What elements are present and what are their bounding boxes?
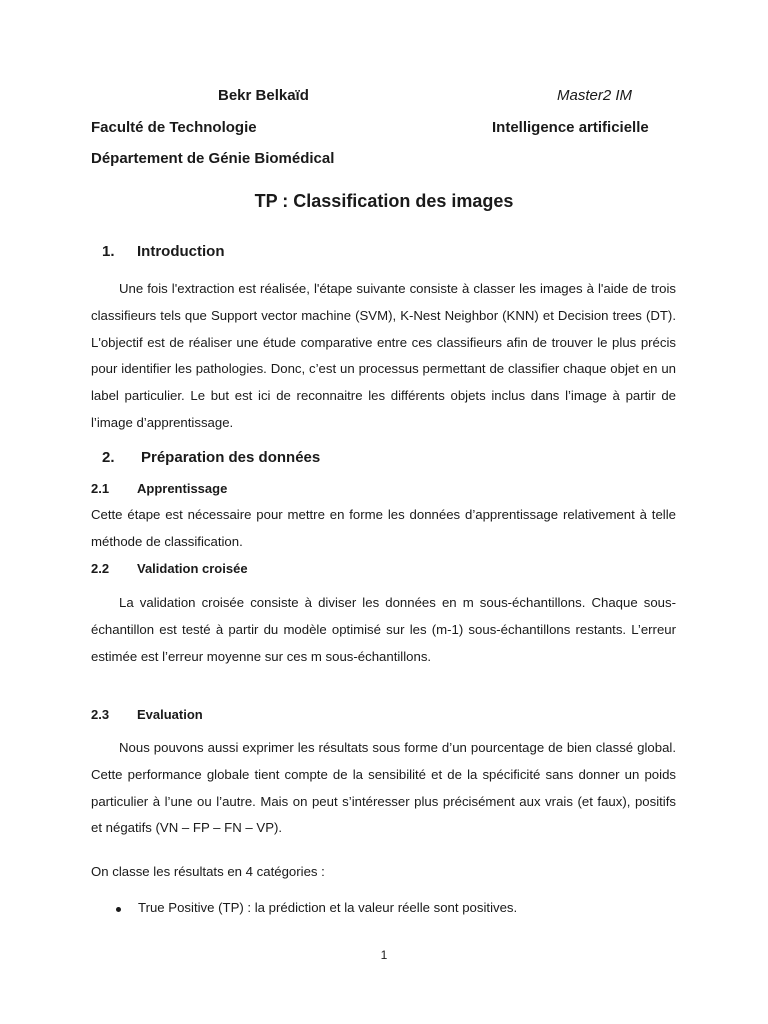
section-2-3-number: 2.3 [91, 707, 110, 722]
section-2-1-heading: Apprentissage [137, 481, 228, 496]
section-2-number: 2. [102, 449, 115, 466]
section-2-2-number: 2.2 [91, 561, 110, 576]
faculty-name: Faculté de Technologie [91, 119, 257, 136]
categories-intro: On classe les résultats en 4 catégories : [91, 864, 325, 879]
section-2-1-number: 2.1 [91, 481, 110, 496]
program-name: Master2 IM [557, 87, 633, 104]
section-2-2-heading: Validation croisée [137, 561, 248, 576]
bullet-icon [116, 907, 121, 912]
department-name: Département de Génie Biomédical [91, 150, 335, 167]
section-2-3-heading: Evaluation [137, 707, 203, 722]
section-2-heading: Préparation des données [141, 449, 321, 466]
validation-paragraph: La validation croisée consiste à diviser les données en m sous-échantillons. Chaque sous-échantillon est testé à partir du modèle optimisé sur les (m-1) sous-échantillons restants. L’erreur estimée est l’erreur moyenne sur ces m sous-échantillons. [91, 595, 676, 664]
apprentissage-paragraph: Cette étape est nécessaire pour mettre en forme les données d’apprentissage relativement à telle méthode de classification. [91, 507, 676, 549]
evaluation-paragraph: Nous pouvons aussi exprimer les résultats sous forme d’un pourcentage de bien classé global. Cette performance globale tient compte de la sensibilité et de la spécificité sans donner un poids particulier à l’une ou l’autre. Mais on peut s’intéresser plus précisément aux vrais (et faux), positifs et négatifs (VN – FP – FN – VP). [91, 740, 676, 836]
page-number: 1 [380, 948, 388, 962]
intro-paragraph: Une fois l'extraction est réalisée, l'étape suivante consiste à classer les images à l'aide de trois classifieurs tels que Support vector machine (SVM), K-Nest Neighbor (KNN) et Decision trees (DT). L'objectif est de réaliser une étude comparative entre ces classifieurs afin de trouver le plus précis pour identifier les pathologies. Donc, c’est un processus permettant de classifier chaque objet en un label particulier. Le but est ici de reconnaitre les différents objets inclus dans l’image à partir de l’image d’apprentissage. [91, 281, 676, 430]
course-name: Intelligence artificielle [492, 119, 649, 136]
document-title: TP : Classification des images [254, 191, 514, 211]
university-name: Bekr Belkaïd [218, 87, 309, 104]
section-1-number: 1. [102, 243, 115, 260]
bullet-true-positive: True Positive (TP) : la prédiction et la valeur réelle sont positives. [138, 900, 518, 915]
section-1-heading: Introduction [137, 243, 225, 260]
